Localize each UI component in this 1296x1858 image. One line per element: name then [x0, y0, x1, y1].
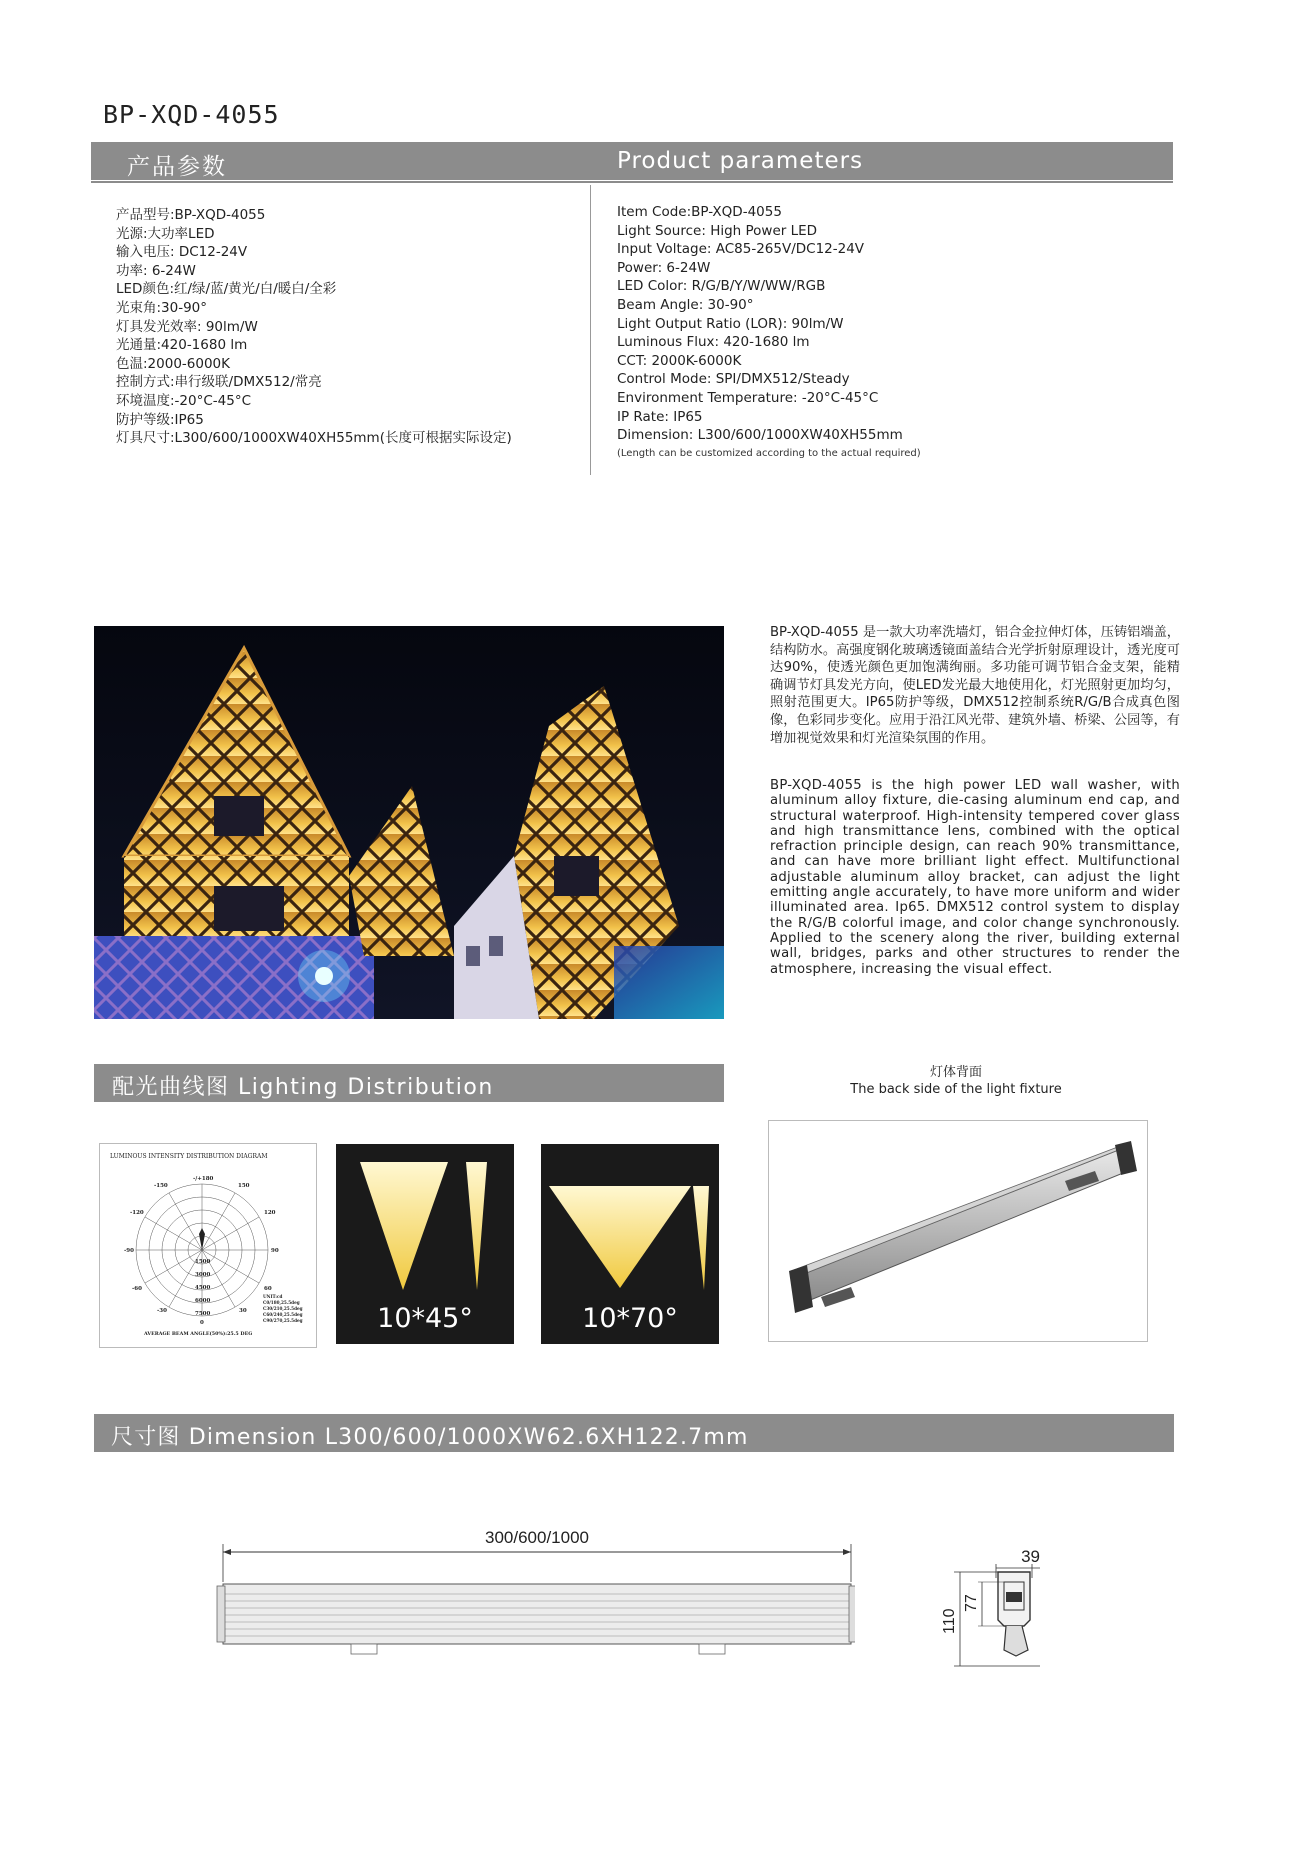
- polar-angle-label: 90: [271, 1248, 279, 1254]
- polar-angle-label: 120: [264, 1210, 276, 1216]
- spec-cn-item: 色温:2000-6000K: [116, 355, 230, 372]
- spec-cn-item: 产品型号:BP-XQD-4055: [116, 207, 266, 223]
- polar-angle-label: 0: [200, 1320, 204, 1326]
- params-header-bar: [91, 142, 1173, 180]
- polar-legend-line: C30/210,25.5deg: [263, 1306, 303, 1311]
- polar-legend-line: UNIT:cd: [263, 1294, 283, 1299]
- polar-angle-label: 60: [264, 1286, 272, 1292]
- dimension-side-view: [215, 1522, 855, 1672]
- column-divider: [590, 185, 591, 475]
- polar-ring-label: 7500: [195, 1311, 211, 1317]
- beam-angle-label: 10*45°: [377, 1303, 473, 1334]
- fixture-back-image: [768, 1120, 1148, 1342]
- polar-angle-label: -/+180: [193, 1176, 214, 1182]
- description-en: BP-XQD-4055 is the high power LED wall washer, with aluminum alloy fixture, die-casing aluminum end cap, and structural waterproof. High-intensity tempered cover glass and high transmittance lens, combined with the optical refraction principle design, can reach 90% transmittance, and can have more brilliant light effect. Multifunctional adjustable aluminum alloy bracket, can adjust the light emitting angle accurately, to have more uniform and wider illuminated area. Ip65. DMX512 control system to display the R/G/B colorful image, and color change synchronously. Applied to the scenery along the river, building external wall, bridges, parks and other structures to render the atmosphere, increasing the visual effect.: [770, 778, 1180, 977]
- spec-en-item: IP Rate: IP65: [617, 408, 703, 425]
- lighting-distribution-header: [94, 1064, 724, 1102]
- spec-en-item: Beam Angle: 30-90°: [617, 296, 754, 313]
- polar-legend-line: C60/240,25.5deg: [263, 1312, 303, 1317]
- dimension-header: [94, 1414, 1174, 1452]
- beam-angle-45: [336, 1144, 514, 1344]
- spec-en-item: Light Output Ratio (LOR): 90lm/W: [617, 315, 844, 332]
- polar-angle-label: -60: [132, 1286, 142, 1292]
- spec-en-item: Input Voltage: AC85-265V/DC12-24V: [617, 241, 865, 258]
- polar-ring-label: 6000: [195, 1298, 211, 1304]
- spec-en-item: Power: 6-24W: [617, 259, 711, 276]
- polar-angle-label: 150: [238, 1183, 250, 1189]
- polar-angle-label: -150: [154, 1183, 168, 1189]
- dimension-height-inner-label: 77: [963, 1594, 980, 1612]
- beam-angle-label: 10*70°: [582, 1303, 678, 1334]
- spec-cn-item: LED颜色:红/绿/蓝/黄光/白/暖白/全彩: [116, 281, 337, 298]
- lighting-distribution-title: 配光曲线图 Lighting Distribution: [112, 1075, 494, 1100]
- params-header-cn: 产品参数: [127, 154, 227, 180]
- spec-en-item: Light Source: High Power LED: [617, 222, 818, 239]
- dimension-width-label: 39: [1021, 1547, 1040, 1566]
- model-title: BP-XQD-4055: [103, 100, 280, 129]
- polar-ring-label: 1500: [195, 1259, 211, 1265]
- polar-ring-label: 3000: [195, 1272, 211, 1278]
- dimension-height-outer-label: 110: [941, 1608, 958, 1634]
- polar-angle-label: -120: [130, 1210, 144, 1216]
- spec-cn-item: 功率: 6-24W: [116, 262, 196, 279]
- spec-cn-item: 光束角:30-90°: [116, 299, 208, 316]
- spec-en-item: LED Color: R/G/B/Y/W/WW/RGB: [617, 278, 826, 295]
- spec-en-note: (Length can be customized according to the actual required): [617, 447, 921, 459]
- dimension-cross-section: [920, 1546, 1050, 1686]
- dimension-length-label: 300/600/1000: [485, 1528, 589, 1547]
- specs-en-list: [617, 203, 921, 463]
- spec-cn-item: 灯具尺寸:L300/600/1000XW40XH55mm(长度可根据实际设定): [116, 430, 512, 447]
- spec-en-item: Environment Temperature: -20°C-45°C: [617, 389, 879, 406]
- spec-cn-item: 灯具发光效率: 90lm/W: [116, 318, 258, 335]
- spec-cn-item: 输入电压: DC12-24V: [116, 244, 248, 261]
- polar-diagram: [99, 1143, 317, 1348]
- application-photo: [94, 626, 724, 1019]
- spec-cn-item: 光源:大功率LED: [116, 225, 215, 242]
- spec-en-item: Item Code:BP-XQD-4055: [617, 204, 782, 220]
- polar-footer: AVERAGE BEAM ANGLE(50%):25.5 DEG: [144, 1331, 253, 1337]
- params-header-en: Product parameters: [617, 148, 864, 174]
- spec-en-item: Luminous Flux: 420-1680 lm: [617, 334, 810, 351]
- description-cn: BP-XQD-4055 是一款大功率洗墙灯，铝合金拉伸灯体，压铸铝端盖，结构防水。高强度钢化玻璃透镜面盖结合光学折射原理设计，透光度可达90%，使透光颜色更加饱满绚丽。多功能可调节铝合金支架，能精确调节灯具发光方向，使LED发光最大地使用化，灯光照射更加均匀，照射范围更大。IP65防护等级，DMX512控制系统R/G/B合成真色图像，色彩同步变化。应用于沿江风光带、建筑外墙、桥梁、公园等，有增加视觉效果和灯光渲染氛围的作用。: [770, 625, 1180, 746]
- polar-legend-line: C90/270,25.5deg: [263, 1318, 303, 1323]
- polar-ring-label: 4500: [195, 1285, 211, 1291]
- beam-angle-70: [541, 1144, 719, 1344]
- spec-cn-item: 防护等级:IP65: [116, 411, 204, 428]
- polar-angle-label: 30: [239, 1308, 247, 1314]
- back-side-caption-cn: 灯体背面: [929, 1065, 982, 1080]
- dimension-title: 尺寸图 Dimension L300/600/1000XW62.6XH122.7mm: [111, 1425, 749, 1450]
- spec-cn-item: 光通量:420-1680 lm: [116, 337, 248, 354]
- spec-en-item: Control Mode: SPI/DMX512/Steady: [617, 371, 850, 388]
- polar-title: LUMINOUS INTENSITY DISTRIBUTION DIAGRAM: [110, 1153, 268, 1160]
- back-side-caption-en: The back side of the light fixture: [850, 1082, 1062, 1097]
- spec-cn-item: 控制方式:串行级联/DMX512/常亮: [116, 374, 322, 391]
- spec-cn-item: 环境温度:-20°C-45°C: [116, 392, 251, 409]
- polar-angle-label: -30: [157, 1308, 167, 1314]
- specs-cn-list: [116, 206, 512, 448]
- polar-legend-line: C0/180,25.5deg: [263, 1300, 300, 1305]
- params-header-underline: [91, 181, 1173, 183]
- back-side-caption: [766, 1064, 1146, 1098]
- spec-en-item: Dimension: L300/600/1000XW40XH55mm: [617, 427, 903, 444]
- spec-en-item: CCT: 2000K-6000K: [617, 352, 742, 369]
- polar-angle-label: -90: [124, 1248, 134, 1254]
